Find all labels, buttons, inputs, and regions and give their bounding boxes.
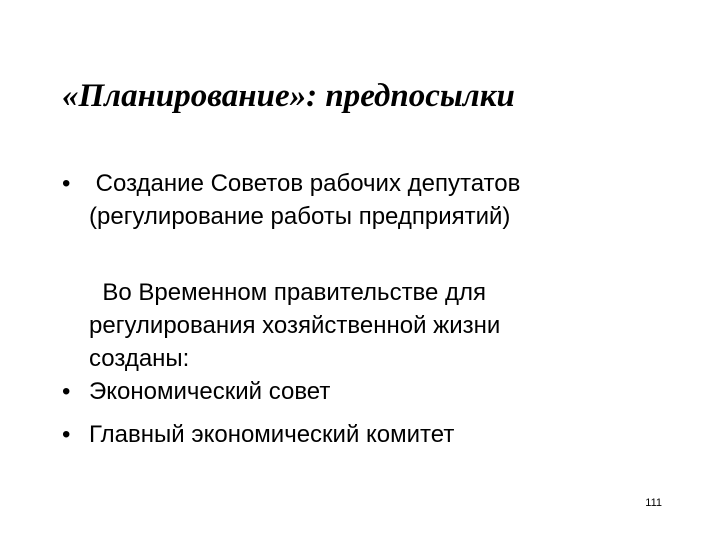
list-item-line: Экономический совет [89, 378, 331, 405]
slide-title: «Планирование»: предпосылки [62, 78, 515, 114]
list-item-line: Главный экономический комитет [89, 421, 455, 448]
list-item [62, 418, 662, 451]
paragraph-line: Во Временном правительстве для [89, 279, 487, 306]
page-number: 111 [645, 497, 662, 509]
list-item-line: (регулирование работы предприятий) [89, 203, 511, 230]
bullet-icon: • [62, 421, 71, 448]
bullet-icon: • [62, 170, 71, 197]
paragraph-line: регулирования хозяйственной жизни [89, 312, 501, 339]
paragraph-line: созданы: [89, 345, 190, 372]
list-item [62, 167, 662, 233]
slide-body [62, 167, 662, 451]
list-item [62, 375, 662, 408]
paragraph [62, 276, 662, 375]
bullet-icon: • [62, 378, 71, 405]
list-item-line: Создание Советов рабочих депутатов [89, 170, 521, 197]
